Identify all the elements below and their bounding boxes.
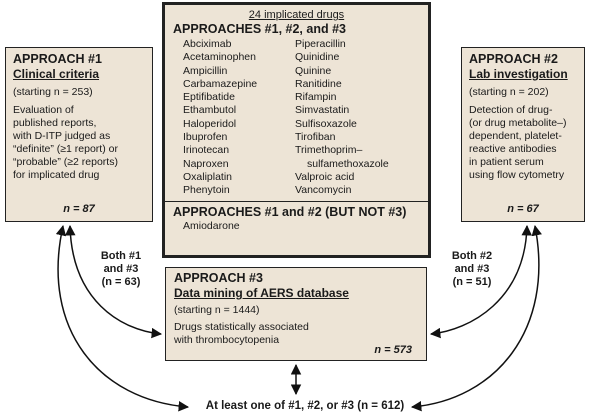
drug-name: Sulfisoxazole [295, 117, 357, 130]
description-line: “definite” (≥1 report) or [13, 143, 118, 155]
implicated-drugs-box [162, 2, 431, 258]
description-line: reactive antibodies [469, 143, 557, 155]
drug-name: Eptifibatide [183, 91, 235, 104]
approach3-box [165, 267, 427, 361]
approach2-starting: (starting n = 202) [469, 86, 549, 98]
description-line: “probable” (≥2 reports) [13, 156, 118, 168]
drug-name: sulfamethoxazole [307, 157, 389, 170]
drug-name: Trimethoprim– [295, 144, 363, 157]
description-line: Detection of drug- [469, 104, 553, 116]
drug-name: Ranitidine [295, 77, 342, 90]
drug-name: Abciximab [183, 38, 232, 50]
description-line: with thrombocytopenia [174, 334, 280, 346]
drug-name: Piperacillin [295, 38, 346, 50]
approach3-n: n = 573 [374, 344, 412, 356]
approach2-description [469, 104, 577, 182]
drug-name: Naproxen [183, 157, 229, 170]
drug-name: Irinotecan [183, 144, 230, 157]
approach1-starting: (starting n = 253) [13, 86, 93, 98]
description-line: Drugs statistically associated [174, 321, 309, 333]
drug-name: Valproic acid [295, 170, 355, 183]
footer-summary: At least one of #1, #2, or #3 (n = 612) [205, 400, 405, 412]
section2-title: APPROACHES #1 and #2 (BUT NOT #3) [173, 204, 407, 219]
both23-line1: Both #2 [451, 250, 493, 262]
drug-name: Oxaliplatin [183, 170, 233, 183]
both-2-and-3-label [440, 250, 504, 289]
description-line: in patient serum [469, 156, 544, 168]
description-line: published reports, [13, 117, 97, 129]
description-line: using flow cytometry [469, 169, 565, 181]
drug-name: Carbamazepine [183, 77, 258, 90]
section1-title: APPROACHES #1, #2, and #3 [173, 22, 346, 36]
approach2-title: APPROACH #2 [469, 52, 558, 66]
both13-line2: and #3 [103, 263, 139, 275]
drug-name: Ampicillin [183, 64, 228, 77]
approach2-subtitle: Lab investigation [469, 67, 568, 81]
drug-name: Acetaminophen [183, 51, 256, 64]
both23-line3: (n = 51) [452, 276, 492, 288]
drug-name: Quinine [295, 64, 332, 77]
drug-name: Rifampin [295, 91, 337, 104]
drug-name: Vancomycin [295, 184, 352, 197]
approach3-subtitle: Data mining of AERS database [174, 286, 349, 300]
approach1-n: n = 87 [63, 203, 95, 215]
drug-name: Ibuprofen [183, 131, 228, 144]
drug-name: Phenytoin [183, 184, 230, 197]
drug-name: Tirofiban [295, 131, 336, 144]
approach1-subtitle: Clinical criteria [13, 67, 100, 81]
approach1-description [13, 104, 145, 182]
approach3-starting: (starting n = 1444) [174, 304, 260, 316]
drug-name: Ethambutol [183, 104, 237, 117]
both13-line3: (n = 63) [101, 276, 141, 288]
description-line: dependent, platelet- [469, 130, 562, 142]
approach3-title: APPROACH #3 [174, 271, 263, 285]
drug-column-2 [295, 38, 389, 198]
description-line: (or drug metabolite–) [469, 117, 567, 129]
drug-name: Simvastatin [295, 104, 350, 117]
approach2-n: n = 67 [507, 203, 539, 215]
both-1-and-3-label [89, 250, 153, 289]
drug-name: Haloperidol [183, 117, 237, 130]
both13-line1: Both #1 [100, 250, 142, 262]
approach1-title: APPROACH #1 [13, 52, 102, 66]
description-line: for implicated drug [13, 169, 100, 181]
section2-drug: Amiodarone [183, 219, 240, 232]
description-line: with D-ITP judged as [13, 130, 111, 142]
divider [165, 201, 428, 202]
description-line: Evaluation of [13, 104, 74, 116]
approach1-box [5, 47, 153, 222]
approach2-box [461, 47, 585, 222]
drug-column-1 [173, 38, 295, 198]
both23-line2: and #3 [454, 263, 490, 275]
drug-name: Quinidine [295, 51, 340, 64]
center-header: 24 implicated drugs [248, 9, 345, 21]
